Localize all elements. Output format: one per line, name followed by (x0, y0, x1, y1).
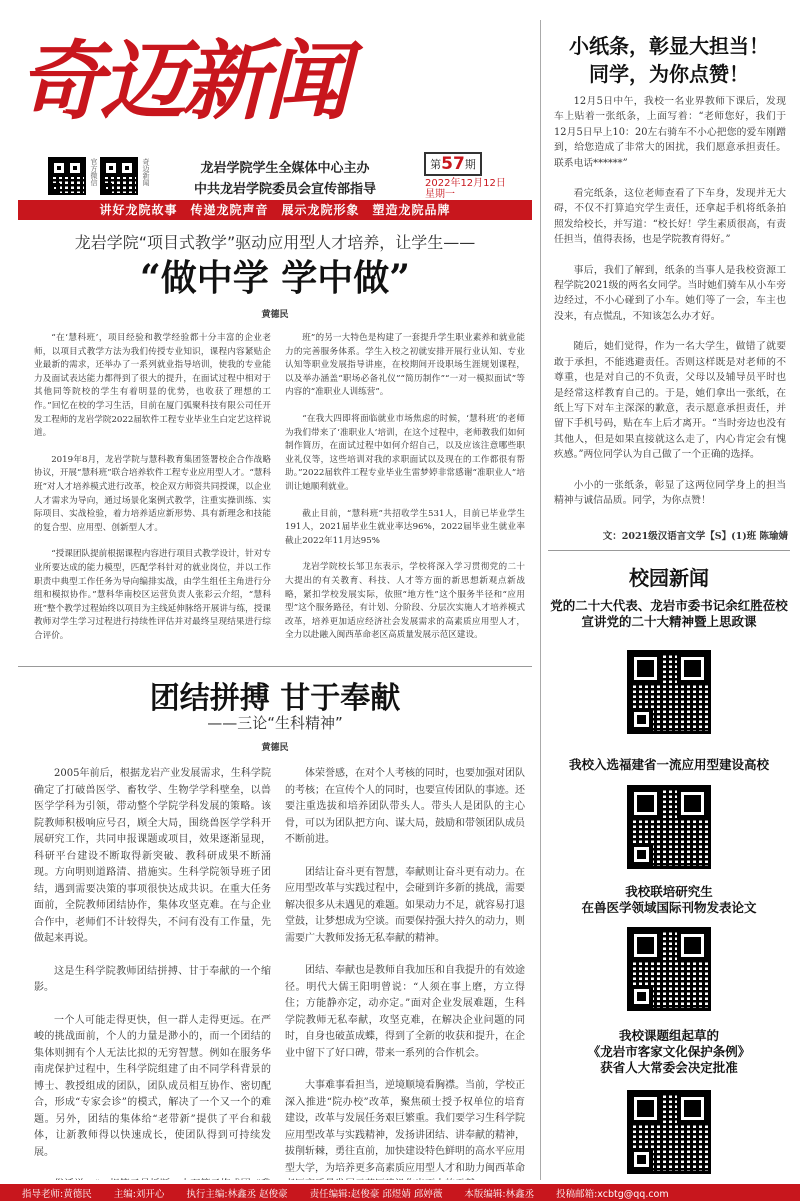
footer-credits-bar (0, 1184, 800, 1201)
sidebar-signature: 文：2021级汉语言文学【S】(1)班 陈瑜婧 (602, 531, 788, 542)
sidebar-title-line2: 同学，为你点赞！ (589, 62, 749, 86)
paragraph: 事后，我们了解到，纸条的当事人是我校资源工程学院2021级的两名女同学。当时她们骑车从小车旁边经过，不小心碰到了小车。她们等了一会，车主也没来，有点慌乱，不知该怎么办才好。 (554, 264, 786, 322)
article2-headline: 团结拼搏 甘于奉献 (149, 681, 401, 716)
organizer-line: 龙岩学院学生全媒体中心主办 (200, 161, 370, 176)
column-separator (540, 20, 541, 1180)
paragraph: “授课团队提前根据课程内容进行项目式教学设计，针对专业所要达成的能力模型，匹配学科针对的就业岗位，并以工作职责中典型工作任务为导向编排实战，由学生组任主角进行分组和模拟协作。”慧科华南校区运营负责人张彩云介绍，“慧科班”整个教学过程始终以项目为主线延伸脉络开展讲与练，授课教师对学生学习过程进行持续性评估并对最终呈现结果进行综合评价。 (34, 549, 271, 641)
paragraph: 团结、奉献也是教师自我加压和自我提升的有效途径。明代大儒王阳明曾说：“人须在事上磨，方立得住；方能静亦定，动亦定。”面对企业发展难题，生科学院教师无私奉献，攻坚克难，在解决企业问题的同时，自身也破茧成蝶，得到了全新的收获和提升，在企业中留下了好口碑，带来一系列的合作机会。 (285, 965, 525, 1059)
sidebar-title-line1: 小纸条，彰显大担当！ (569, 34, 769, 58)
footer-page-editor: 本版编辑:林鑫丞 (464, 1188, 535, 1200)
article2-column-1 (34, 766, 271, 1180)
article1-byline: 黄德民 (261, 310, 289, 320)
qr2-label: 奇迈新闻 (142, 158, 150, 186)
paragraph: 截止目前，“慧科班”共招收学生531人，目前已毕业学生191人，2021届毕业生就业率达96%，2022届毕业生就业率截止2022年11月达95% (285, 508, 525, 546)
paragraph: 12月5日中午，我校一名业界教师下课后，发现车上贴着一张纸条，上面写着：“老师您好，我们于12月5日早上10：20左右骑车不小心把您的爱车刚蹭到，给您造成了非常大的困扰，我们愿意承担责任。联系电话******” (554, 96, 786, 169)
campus-news-item[interactable]: 我校入选福建省一流应用型建设高校 (568, 757, 769, 772)
campus-news-title: 校园新闻 (629, 566, 709, 590)
paragraph (34, 1177, 271, 1180)
paragraph: “在‘慧科班’，项目经验和教学经验都十分丰富的企业老师，以项目式教学方法为我们传授专业知识，课程内容紧贴企业最新的需求，还举办了一系列就业指导培训，使我的专业能力及面试表达能力都得到了很大的提升，在面试过程中相对于其他同等院校的学生有着明显的优势，也收获了理想的工作。”回忆在校的学习生活，目前在厦门弧聚科技有限公司任开发工程师的龙岩学院2022届软件工程专业毕业生白定艺这样说道。 (34, 333, 271, 439)
footer-email[interactable]: 投稿邮箱:xcbtg@qq.com (556, 1188, 669, 1200)
paragraph: 团结让奋斗更有智慧，奉献则让奋斗更有动力。在应用型改革与实践过程中，会碰到许多新的挑战，需要解决很多从未遇见的难题。如果动力不足，就容易打退堂鼓，让梦想成为空谈。而要保持强大持久的动力，则需要广大教师发扬无私奉献的精神。 (285, 866, 525, 944)
campus-news-item[interactable]: 我校课题组起草的 《龙岩市客家文化保护条例》 获省人大常委会决定批准 (587, 1028, 751, 1075)
paragraph: 2019年8月，龙岩学院与慧科教育集团签署校企合作战略协议，开展“慧科班”联合培养软件工程专业应用型人才。“慧科班”对人才培养模式进行改革，校企双方师资共同授课，以企业人才需求为导向，通过场景化案例式教学，注重实操训练、实际项目、实战检验，着力培养适应新形势、具有新理念和技能的复合型、应用型、创新型人才。 (34, 454, 271, 533)
issue-suffix: 期 (464, 158, 476, 171)
news-item-qr-code[interactable] (627, 785, 711, 869)
sidebar-story-body (554, 94, 786, 518)
issue-number: 57 (441, 154, 465, 174)
paragraph: 一个人可能走得更快，但一群人走得更远。在严峻的挑战面前，个人的力量是渺小的，而一个团结的集体则拥有个人无法比拟的无穷智慧。例如在服务华南虎保护过程中，生科学院组建了由不同学科背景的博士、教授组成的团队，团队成员相互协作、密切配合，形成“专家会诊”的模式，解决了一个又一个的难题。另外，团结的集体给“老带新”提供了平台和载体，让新教师得以快速成长，使团队得到可持续发展。 (34, 1014, 271, 1158)
article2-column-2 (285, 766, 525, 1180)
section-divider (548, 550, 790, 551)
news-item-qr-code[interactable] (627, 927, 711, 1011)
article1-headline: “做中学 学中做” (140, 257, 410, 299)
slogan-bar: 讲好龙院故事 传递龙院声音 展示龙院形象 塑造龙院品牌 (18, 200, 532, 220)
news-item-qr-code[interactable] (627, 650, 711, 734)
paragraph: 小小的一张纸条，彰显了这两位同学身上的担当精神与诚信品质。同学，为你点赞！ (554, 479, 786, 506)
news-qr-code (100, 157, 138, 195)
news-item-qr-code[interactable] (627, 1090, 711, 1174)
paragraph: “在我大四即将面临就业市场焦虑的时候，‘慧科班’的老师为我们带来了‘准职业人’培训，在这个过程中，老师教我们如何制作简历，在面试过程中如何介绍自己，以及应该注意哪些职业礼仪等，这些培训对我的求职面试以及现在的工作都很有帮助。”2022届软件工程专业毕业生雷梦婷非常感谢“准职业人”培训让她顺利就业。 (285, 413, 525, 492)
article1-column-1 (34, 332, 271, 642)
footer-advisor: 指导老师:黄德民 (22, 1188, 92, 1200)
section-divider (18, 666, 532, 667)
paragraph: 2005年前后，根据龙岩产业发展需求，生科学院确定了打破兽医学、畜牧学、生物学学科壁垒，以兽医学学科为引领，带动整个学院学科发展的策略。该院教师积极响应号召，顾全大局，围绕兽医学学科开展研究工作，共同申报课题或项目，效果逐渐显现，科研平台建设不断取得新突破、教科研成果不断涌现。方向明则道路清、措施实。生科学院领导班子团结，遇到需要决策的事项很快达成共识。在重大任务面前，全院教师团结协作，集体攻坚克难。在与企业合作中，老师们不计较得失，不问有没有工作量，先做起来再说。 (34, 768, 271, 944)
campus-news-item[interactable]: 党的二十大代表、龙岩市委书记余红胜莅校宣讲党的二十大精神暨上思政课 (550, 598, 788, 629)
paragraph: 体荣誉感，在对个人考核的同时，也要加强对团队的考核；在宣传个人的同时，也要宣传团队的事迹。还要注重选拔和培养团队带头人。带头人是团队的主心骨，可以为团队把方向、谋大局，鼓励和带领团队成员不断前进。 (285, 768, 525, 845)
issue-weekday: 星期一 (425, 189, 455, 200)
qr1-label: 官方微信 (90, 158, 98, 186)
article2-byline: 黄德民 (261, 743, 289, 753)
article1-kicker: 龙岩学院“项目式教学”驱动应用型人才培养，让学生—— (74, 233, 476, 252)
footer-exec-editor: 执行主编:林鑫丞 赵俊豪 (186, 1188, 288, 1200)
paragraph: 龙岩学院校长邹卫东表示，学校将深入学习贯彻党的二十大提出的有关教育、科技、人才等方面的新思想新观点新战略，紧扣学校发展实际，依照“地方性”这个服务半径和“应用型”这个服务路径，有计划、分阶段、分层次实施人才培养模式改革，培养更加适应经济社会发展需求的高素质应用型人才，全力以赴融入闽西革命老区高质量发展示范区建设。 (285, 562, 525, 641)
footer-resp-editor: 责任编辑:赵俊豪 邱煜婧 邱婷薇 (309, 1188, 443, 1200)
paragraph: 大事难事看担当，逆境顺境看胸襟。当前，学校正深入推进“院办校”改革，聚焦硕士授予权单位的培育建设，改革与发展任务艰巨繁重。我们要学习生科学院应用型改革与实践精神，发扬讲团结、讲奉献的精神，拔削斩棘，勇往直前，加快建设特色鲜明的高水平应用型大学，为培养更多高素质应用型人才和助力闽西革命 (285, 1080, 525, 1174)
paragraph: 这是生科学院教师团结拼搏、甘于奉献的一个缩影。 (34, 965, 271, 993)
article2-subhead: ——三论“生科精神” (207, 714, 343, 732)
guidance-line: 中共龙岩学院委员会宣传部指导 (193, 182, 376, 197)
footer-chief-editor: 主编:刘开心 (113, 1188, 165, 1200)
masthead-title: 奇迈新闻 (18, 31, 346, 132)
issue-prefix: 第 (430, 158, 442, 171)
paragraph: 班”的另一大特色是构建了一套提升学生职业素养和就业能力的完善服务体系。学生入校之初就安排开展行业认知、专业认知等职业发展指导讲座，在校期间开设职场生涯规划课程，以及举办涵盖“职场必备礼仪”“简历制作”“一对一模拟面试”等内容的“准职业人训练营”。 (285, 333, 525, 398)
article1-column-2 (285, 332, 525, 642)
campus-news-item[interactable]: 我校联培研究生 在兽医学领域国际刊物发表论文 (581, 884, 757, 915)
paragraph: 看完纸条，这位老师查看了下车身，发现并无大碍，不仅不打算追究学生责任，还拿起手机将纸条拍照发给校长，并写道：“校长好！学生素质很高，有责任担当，值得表扬，也是学院教育得好。” (554, 188, 786, 246)
issue-date: 2022年12月12日 (425, 178, 506, 189)
issue-number-box (424, 152, 482, 176)
paragraph: 随后，她们觉得，作为一名大学生，做错了就要敢于承担，不能逃避责任。否则这样既是对老师的不尊重，也是对自己的不负责，父母以及辅导员平时也是经常这样教育自己的。于是，她们拿出一张纸，在纸上写下对车主深深的歉意，表示愿意承担责任，并留下手机号码，贴在车上后才离开。“当时旁边也没有其他人，但是如果直接就这么走了，内心肯定会有愧疚感。”两位同学认为自己做了一个正确的选择。 (554, 341, 786, 461)
wechat-qr-code (48, 157, 86, 195)
